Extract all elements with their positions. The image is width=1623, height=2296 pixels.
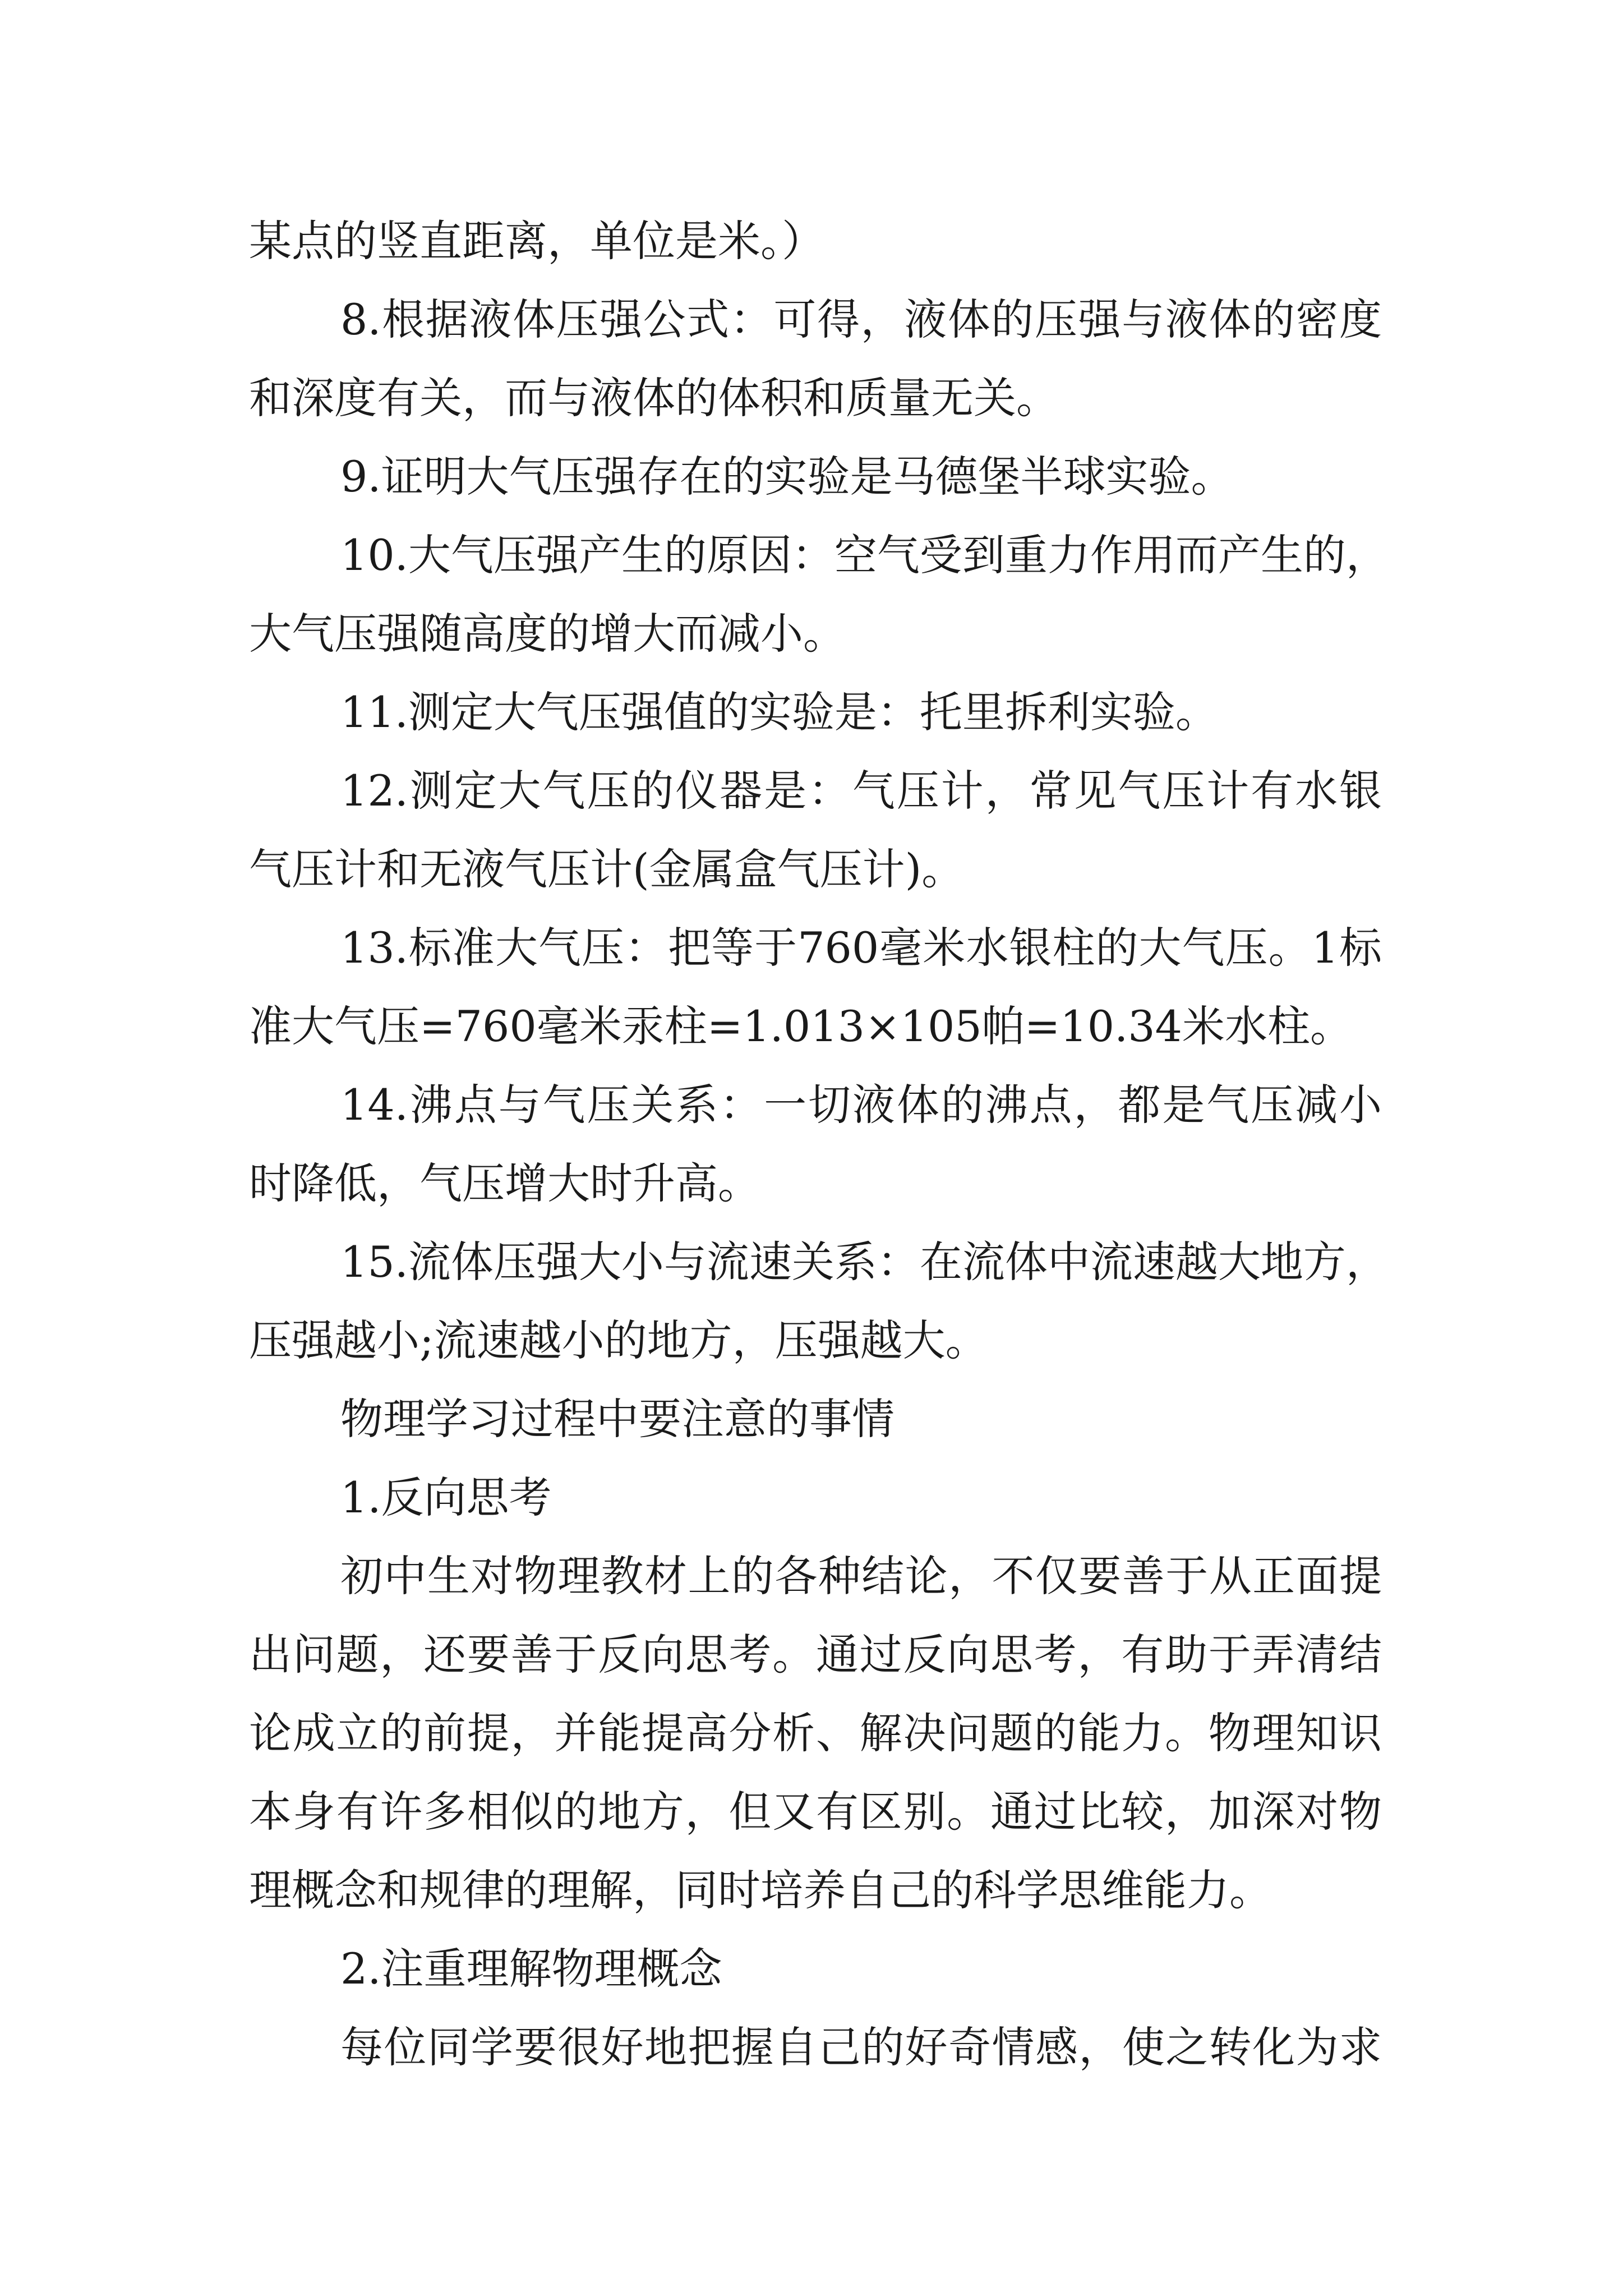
text-line: 14.沸点与气压关系：一切液体的沸点，都是气压减小: [340, 1080, 1382, 1130]
text-line: 气压计和无液气压计(金属盒气压计)。: [249, 844, 965, 894]
text-line: 11.测定大气压强值的实验是：托里拆利实验。: [340, 687, 1218, 737]
text-line: 本身有许多相似的地方，但又有区别。通过比较，加深对物: [249, 1787, 1382, 1837]
text-line: 13.标准大气压：把等于760毫米水银柱的大气压。1标: [340, 923, 1382, 973]
document-body: [249, 202, 1389, 2087]
text-line: 论成立的前提，并能提高分析、解决问题的能力。物理知识: [249, 1708, 1382, 1758]
text-line: 某点的竖直距离，单位是米。）: [249, 216, 824, 266]
text-line: 初中生对物理教材上的各种结论，不仅要善于从正面提: [340, 1551, 1382, 1601]
text-line: 准大气压=760毫米汞柱=1.013×105帕=10.34米水柱。: [249, 1001, 1353, 1051]
text-line: 2.注重理解物理概念: [340, 1944, 722, 1994]
text-line: 10.大气压强产生的原因：空气受到重力作用而产生的，: [340, 530, 1389, 580]
text-line: 时降低，气压增大时升高。: [249, 1158, 760, 1208]
text-line: 每位同学要很好地把握自己的好奇情感，使之转化为求: [340, 2022, 1382, 2072]
text-line: 15.流体压强大小与流速关系：在流体中流速越大地方，: [340, 1237, 1389, 1287]
text-line: 出问题，还要善于反向思考。通过反向思考，有助于弄清结: [249, 1630, 1382, 1680]
text-line: 压强越小;流速越小的地方，压强越大。: [249, 1315, 988, 1365]
text-line: 9.证明大气压强存在的实验是马德堡半球实验。: [340, 452, 1234, 501]
text-line: 1.反向思考: [340, 1473, 552, 1522]
text-line: 物理学习过程中要注意的事情: [340, 1394, 895, 1444]
text-line: 和深度有关，而与液体的体积和质量无关。: [249, 373, 1059, 423]
text-line: 12.测定大气压的仪器是：气压计，常见气压计有水银: [340, 766, 1382, 816]
text-line: 大气压强随高度的增大而减小。: [249, 609, 846, 659]
text-line: 理概念和规律的理解，同时培养自己的科学思维能力。: [249, 1865, 1272, 1915]
text-line: 8.根据液体压强公式：可得，液体的压强与液体的密度: [340, 295, 1382, 344]
